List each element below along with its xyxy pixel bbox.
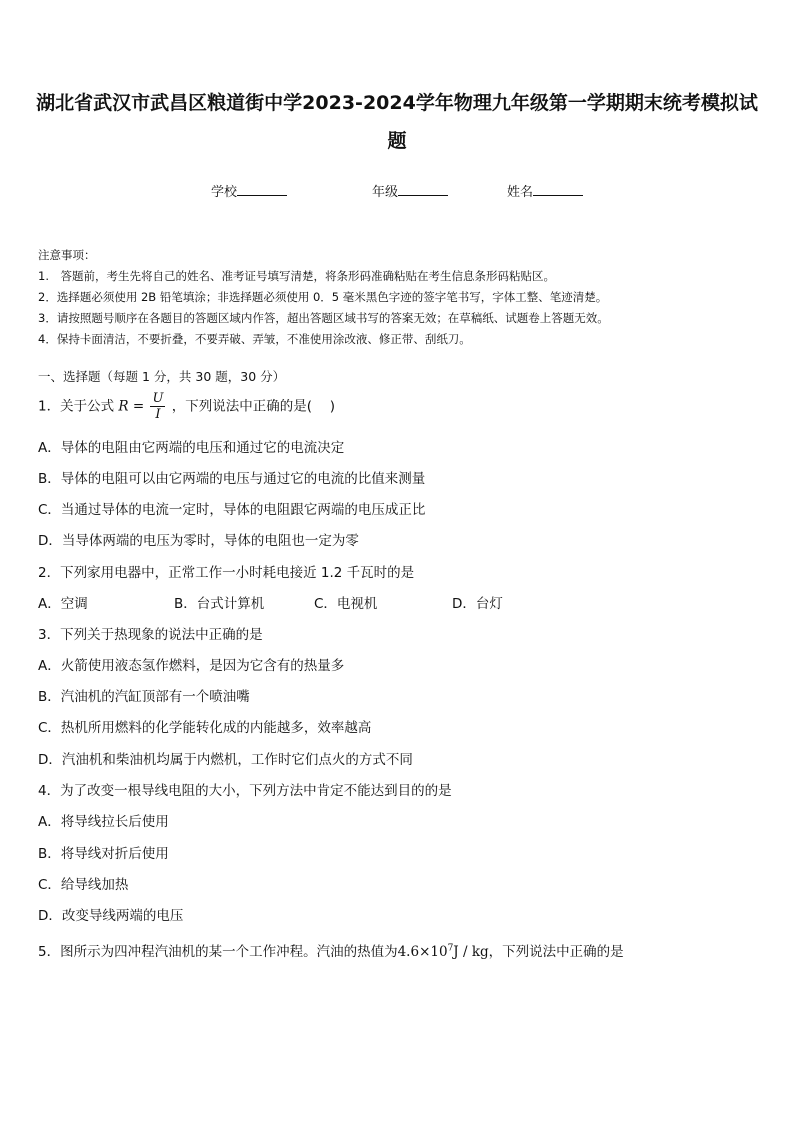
q1-formula-numerator: U [152, 391, 164, 406]
school-label: 学校 [211, 185, 238, 200]
question-3-option-a: A．火箭使用液态氢作燃料，是因为它含有的热量多 [38, 658, 345, 674]
question-2-option-b: B．台式计算机 [174, 596, 265, 612]
question-2-option-c: C．电视机 [314, 596, 378, 612]
q1-formula-denominator: I [155, 407, 161, 422]
q1-formula-lhs: R = [118, 398, 145, 415]
name-label: 姓名 [507, 185, 534, 200]
notes-heading: 注意事项： [38, 248, 96, 262]
question-4-option-a: A．将导线拉长后使用 [38, 814, 169, 830]
question-1-stem [38, 391, 335, 422]
name-blank [533, 181, 583, 196]
question-4-option-b: B．将导线对折后使用 [38, 846, 169, 862]
question-2-option-d: D．台灯 [452, 596, 503, 612]
q5-suffix: ，下列说法中正确的是 [488, 944, 624, 960]
question-3-option-c: C．热机所用燃料的化学能转化成的内能越多，效率越高 [38, 720, 372, 736]
q1-suffix: ，下列说法中正确的是( ) [171, 398, 336, 415]
question-4-option-c: C．给导线加热 [38, 877, 129, 893]
question-3-option-b: B．汽油机的汽缸顶部有一个喷油嘴 [38, 689, 250, 705]
q5-prefix: 5．图所示为四冲程汽油机的某一个工作冲程。汽油的热值为 [38, 944, 398, 960]
q5-heat-exponent: 7 [447, 943, 454, 954]
q5-heat-value: 4.6×10 [397, 944, 448, 960]
notes-item-4: 4．保持卡面清洁，不要折叠，不要弄破、弄皱，不准使用涂改液、修正带、刮纸刀。 [38, 332, 471, 346]
q5-heat-unit: J / kg [453, 944, 489, 960]
q1-prefix: 1．关于公式 [38, 398, 115, 415]
question-3-stem: 3．下列关于热现象的说法中正确的是 [38, 627, 263, 643]
notes-item-1: 1. 答题前，考生先将自己的姓名、准考证号填写清楚，将条形码准确粘贴在考生信息条形码粘贴区。 [38, 269, 555, 283]
question-4-option-d: D．改变导线两端的电压 [38, 908, 184, 924]
exam-title-line2: 题 [387, 130, 407, 152]
exam-notes [38, 245, 758, 350]
name-field [507, 181, 583, 200]
question-3-option-d: D．汽油机和柴油机均属于内燃机，工作时它们点火的方式不同 [38, 752, 413, 768]
exam-title-line1: 湖北省武汉市武昌区粮道街中学2023-2024学年物理九年级第一学期期末统考模拟试 [36, 92, 758, 114]
student-info-row [0, 181, 794, 201]
notes-item-3: 3．请按照题号顺序在各题目的答题区域内作答，超出答题区域书写的答案无效；在草稿纸、试题卷上答题无效。 [38, 311, 609, 325]
exam-title [30, 84, 764, 160]
question-2-option-a: A．空调 [38, 596, 88, 612]
section-heading: 一、选择题（每题 1 分，共 30 题，30 分） [38, 369, 286, 384]
question-1-option-d: D．当导体两端的电压为零时，导体的电阻也一定为零 [38, 533, 359, 549]
question-5-stem [38, 940, 624, 960]
grade-field [372, 181, 448, 200]
q1-formula-fraction [150, 391, 165, 422]
grade-label: 年级 [372, 185, 399, 200]
question-4-stem: 4．为了改变一根导线电阻的大小，下列方法中肯定不能达到目的的是 [38, 783, 452, 799]
school-field [211, 181, 287, 200]
question-1-option-a: A．导体的电阻由它两端的电压和通过它的电流决定 [38, 440, 345, 456]
question-1-option-c: C．当通过导体的电流一定时，导体的电阻跟它两端的电压成正比 [38, 502, 426, 518]
notes-item-2: 2．选择题必须使用 2B 铅笔填涂；非选择题必须使用 0．5 毫米黑色字迹的签字笔书写，字体工整、笔迹清楚。 [38, 290, 608, 304]
question-2-stem: 2．下列家用电器中，正常工作一小时耗电接近 1.2 千瓦时的是 [38, 565, 415, 581]
school-blank [237, 181, 287, 196]
question-1-option-b: B．导体的电阻可以由它两端的电压与通过它的电流的比值来测量 [38, 471, 426, 487]
grade-blank [398, 181, 448, 196]
